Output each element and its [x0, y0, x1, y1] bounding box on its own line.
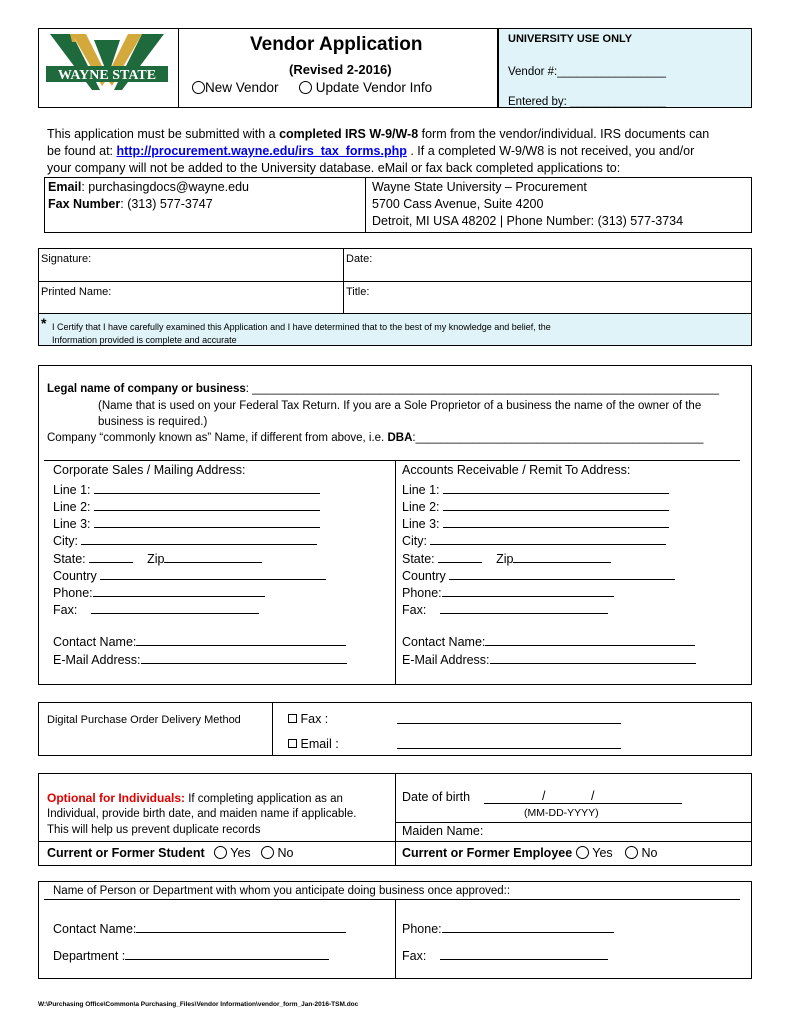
zip-label: Zip: [496, 552, 514, 566]
maiden-name-field[interactable]: Maiden Name:: [402, 824, 484, 838]
university-use-title: UNIVERSITY USE ONLY: [508, 33, 633, 45]
person-phone-label: Phone:: [402, 922, 442, 936]
logo-text: WAYNE STATE: [57, 68, 157, 83]
new-vendor-option[interactable]: [192, 80, 279, 95]
person-department-label: Department :: [53, 949, 126, 963]
email-label-right: E-Mail Address:: [402, 653, 490, 667]
employee-yes-radio[interactable]: [576, 846, 589, 859]
no-label: No: [641, 846, 658, 860]
email-row: [48, 180, 249, 195]
form-title: Vendor Application: [250, 34, 423, 55]
printed-name-field[interactable]: Printed Name:: [41, 286, 112, 298]
mailing-email[interactable]: [53, 651, 347, 668]
fax-label: Fax Number: [48, 197, 121, 211]
employee-no-option[interactable]: [625, 846, 657, 861]
line3-label: Line 3:: [402, 517, 440, 531]
remit-state-zip[interactable]: [402, 550, 611, 567]
dba-row: [47, 431, 703, 446]
mailing-line1[interactable]: [53, 481, 320, 498]
line1-label: Line 1:: [402, 483, 440, 497]
line1-label: Line 1:: [53, 483, 91, 497]
student-yes-radio[interactable]: [214, 846, 227, 859]
contact-label: Contact Name:: [402, 635, 486, 649]
mailing-phone[interactable]: [53, 584, 265, 601]
yes-label: Yes: [230, 846, 251, 860]
delivery-email-option[interactable]: [288, 737, 339, 752]
intro-line-1: [47, 127, 709, 142]
header-logo-divider: [178, 28, 179, 108]
intro-bold-form: completed IRS W-9/W-8: [279, 127, 419, 141]
email-label-left: E-Mail Address:: [53, 653, 141, 667]
dob-input-line[interactable]: [484, 803, 682, 804]
city-label: City:: [53, 534, 78, 548]
mailing-city[interactable]: [53, 532, 317, 549]
mailing-line3[interactable]: [53, 515, 320, 532]
person-fax-field[interactable]: [402, 947, 608, 964]
fax-value: : (313) 577-3747: [120, 197, 213, 211]
dob-label: Date of birth: [402, 790, 471, 804]
dob-format: (MM-DD-YYYY): [524, 807, 599, 819]
remit-email[interactable]: [402, 651, 696, 668]
individual-row-rule-right-2: [395, 841, 752, 842]
dba-input[interactable]: :_____________________________________________: [412, 432, 704, 444]
remit-fax[interactable]: [402, 601, 608, 618]
person-department-field[interactable]: [53, 947, 329, 964]
intro-text-cont: form from the vendor/individual. IRS documents can: [418, 127, 710, 141]
mailing-line2[interactable]: [53, 498, 320, 515]
remit-phone[interactable]: [402, 584, 614, 601]
delivery-box: [38, 702, 752, 756]
intro-text-2-cont: . If a completed W-9/W8 is not received, you and/or: [406, 144, 695, 158]
form-revision: (Revised 2-2016): [289, 62, 392, 77]
remit-contact[interactable]: [402, 633, 695, 650]
certify-line-1: I Certify that I have carefully examined this Application and I have determined that to the best of my knowledge and belief, the: [52, 322, 551, 332]
title-field[interactable]: Title:: [346, 286, 370, 298]
mailing-country[interactable]: [53, 567, 326, 584]
address-col-divider: [395, 460, 396, 685]
remit-address-title: Accounts Receivable / Remit To Address:: [402, 463, 631, 477]
person-contact-label: Contact Name:: [53, 922, 137, 936]
intro-text-2: be found at:: [47, 144, 117, 158]
optional-text-3: This will help us prevent duplicate records: [47, 824, 261, 836]
person-contact-field[interactable]: [53, 920, 346, 937]
employee-no-radio[interactable]: [625, 846, 638, 859]
certify-asterisk: *: [41, 315, 47, 331]
legal-name-note-1: (Name that is used on your Federal Tax Return. If you are a Sole Proprietor of a business the name of the owner of the: [98, 400, 702, 412]
email-option-label: Email :: [300, 737, 339, 751]
new-vendor-radio[interactable]: [192, 81, 205, 94]
phone-label: Phone:: [53, 586, 93, 600]
person-phone-field[interactable]: [402, 920, 614, 937]
address-top-rule: [44, 460, 740, 461]
fax-checkbox[interactable]: [288, 714, 297, 723]
mailing-fax[interactable]: [53, 601, 259, 618]
remit-city[interactable]: [402, 532, 666, 549]
address-line-2: 5700 Cass Avenue, Suite 4200: [372, 197, 544, 211]
person-heading-rule: [44, 899, 740, 900]
zip-label: Zip: [147, 552, 165, 566]
new-vendor-label: New Vendor: [205, 80, 279, 95]
delivery-label: Digital Purchase Order Delivery Method: [47, 714, 241, 726]
address-line-3: Detroit, MI USA 48202 | Phone Number: (313) 577-3734: [372, 214, 684, 228]
delivery-fax-option[interactable]: [288, 712, 328, 727]
individual-row-rule-right: [395, 822, 752, 823]
person-heading: Name of Person or Department with whom you anticipate doing business once approved::: [53, 885, 511, 897]
delivery-fax-line[interactable]: [397, 723, 621, 724]
student-no-option[interactable]: [261, 846, 293, 861]
remit-line2[interactable]: [402, 498, 669, 515]
no-label: No: [277, 846, 294, 860]
line2-label: Line 2:: [53, 500, 91, 514]
email-value: : purchasingdocs@wayne.edu: [81, 180, 250, 194]
intro-text: This application must be submitted with a: [47, 127, 280, 141]
state-label: State:: [402, 552, 435, 566]
remit-line1[interactable]: [402, 481, 669, 498]
update-vendor-radio[interactable]: [299, 81, 312, 94]
sig-col-divider: [343, 248, 344, 313]
legal-name-input[interactable]: : _________________________________________________________________________: [245, 383, 720, 395]
wayne-state-logo: [42, 32, 172, 104]
optional-text-2: Individual, provide birth date, and maiden name if applicable.: [47, 808, 357, 820]
email-label: Email: [48, 180, 82, 194]
remit-country[interactable]: [402, 567, 675, 584]
employee-yes-option[interactable]: [576, 846, 613, 861]
vendor-number-field[interactable]: Vendor #:_________________: [508, 66, 666, 78]
person-fax-label: Fax:: [402, 949, 427, 963]
date-field[interactable]: Date:: [346, 253, 373, 265]
individual-divider: [395, 773, 396, 866]
dba-label: Company “commonly known as” Name, if different from above, i.e.: [47, 432, 388, 444]
mailing-address-title: Corporate Sales / Mailing Address:: [53, 463, 246, 477]
sig-row-divider-1: [38, 281, 752, 282]
student-no-radio[interactable]: [261, 846, 274, 859]
legal-name-note-2: business is required.): [98, 416, 208, 428]
update-vendor-label: Update Vendor Info: [315, 80, 433, 95]
fax-label: Fax:: [402, 603, 427, 617]
mailing-state-zip[interactable]: [53, 550, 262, 567]
file-path-footer: W:\Purchasing Office\Common\a Purchasing_Files\Vendor Information\vendor_form_Jan-2016-TSM.doc: [38, 1001, 359, 1008]
student-label: Current or Former Student: [47, 846, 205, 860]
entered-by-field[interactable]: Entered by: _______________: [508, 96, 666, 108]
fax-label: Fax:: [53, 603, 78, 617]
fax-option-label: Fax :: [300, 712, 329, 726]
optional-label: Optional for Individuals:: [47, 791, 185, 805]
line3-label: Line 3:: [53, 517, 91, 531]
line2-label: Line 2:: [402, 500, 440, 514]
intro-line-2: [47, 144, 694, 159]
legal-name-row: [47, 382, 719, 397]
mailing-contact[interactable]: [53, 633, 346, 650]
contact-divider: [365, 177, 366, 233]
optional-text-1: If completing application as an: [185, 793, 343, 805]
optional-row-1: [47, 791, 343, 807]
employee-label: Current or Former Employee: [402, 846, 573, 860]
update-vendor-option[interactable]: [299, 80, 432, 95]
signature-field[interactable]: Signature:: [41, 253, 92, 265]
individual-row-rule-left: [38, 841, 395, 842]
irs-forms-link[interactable]: http://procurement.wayne.edu/irs_tax_forms.php: [116, 144, 407, 158]
remit-line3[interactable]: [402, 515, 669, 532]
phone-label: Phone:: [402, 586, 442, 600]
legal-name-label: Legal name of company or business: [47, 383, 246, 395]
country-label: Country: [402, 569, 446, 583]
dob-slash-1: /: [542, 789, 546, 803]
intro-line-3: your company will not be added to the University database. eMail or fax back completed applications to:: [47, 161, 621, 175]
student-yes-option[interactable]: [214, 846, 251, 861]
dba-bold: DBA: [387, 432, 413, 444]
address-line-1: Wayne State University – Procurement: [372, 180, 587, 194]
dob-slash-2: /: [591, 789, 595, 803]
city-label: City:: [402, 534, 427, 548]
delivery-divider: [272, 702, 273, 756]
contact-label: Contact Name:: [53, 635, 137, 649]
yes-label: Yes: [592, 846, 613, 860]
person-divider: [395, 899, 396, 979]
country-label: Country: [53, 569, 97, 583]
state-label: State:: [53, 552, 86, 566]
fax-row: [48, 197, 213, 212]
delivery-email-line[interactable]: [397, 748, 621, 749]
certify-line-2: Information provided is complete and accurate: [52, 335, 237, 345]
email-checkbox[interactable]: [288, 739, 297, 748]
